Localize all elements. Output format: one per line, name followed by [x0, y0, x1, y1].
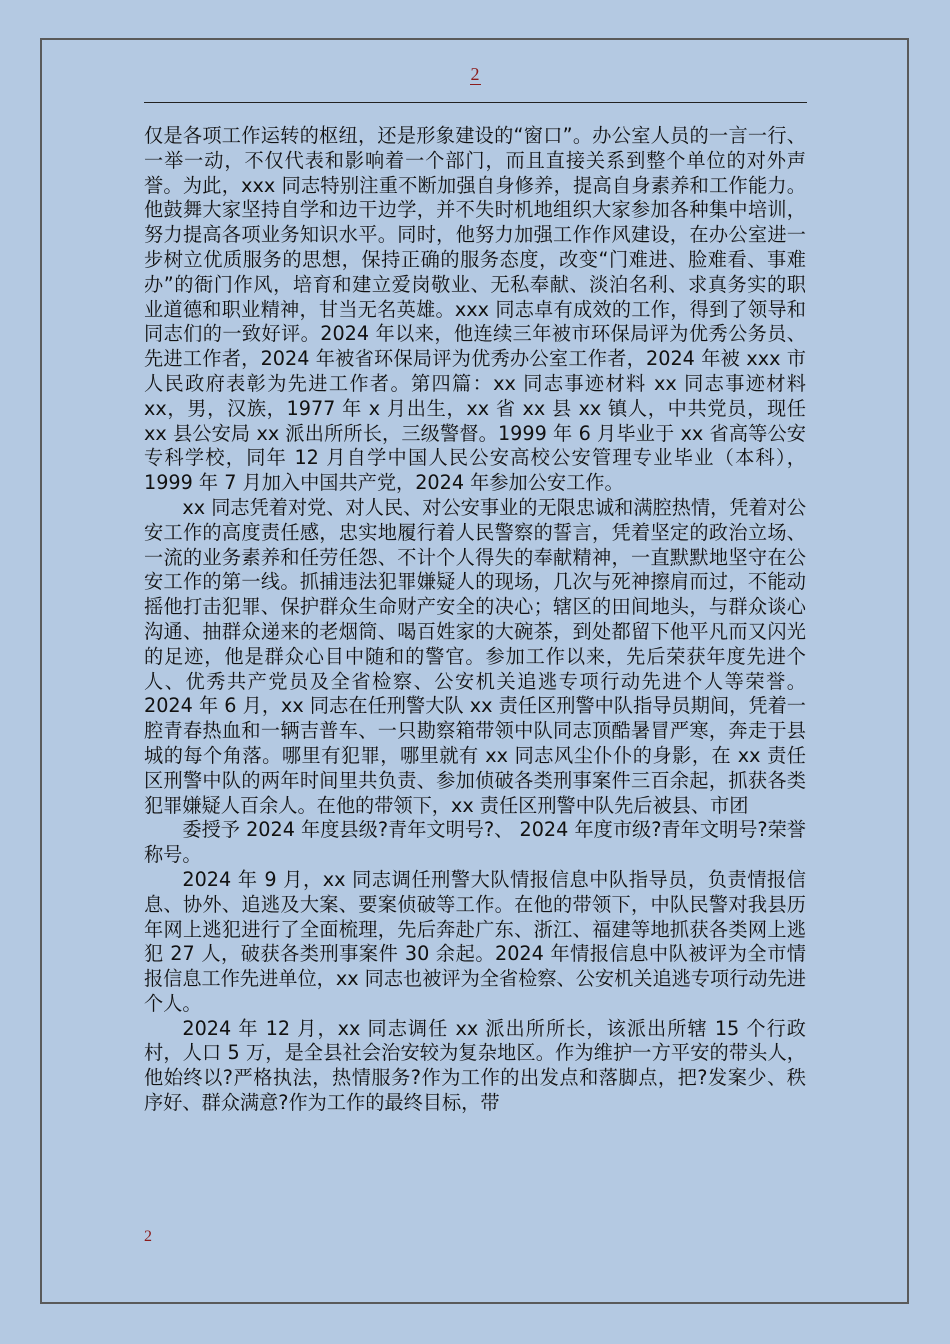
document-body [144, 124, 806, 1116]
header-page-number [0, 64, 950, 85]
paragraph-4: 2024 年 9 月，xx 同志调任刑警大队情报信息中队指导员，负责情报信息、协外、追逃及大案、要案侦破等工作。在他的带领下，中队民警对我县历年网上逃犯进行了全面梳理，先后奔赴广东、浙江、福建等地抓获各类网上逃犯 27 人，破获各类刑事案件 30 余起。2024 年情报信息中队被评为全市情报信息工作先进单位，xx 同志也被评为全省检察、公安机关追逃专项行动先进个人。 [144, 867, 806, 1015]
paragraph-1: 仅是各项工作运转的枢纽，还是形象建设的“窗口”。办公室人员的一言一行、一举一动，不仅代表和影响着一个部门，而且直接关系到整个单位的对外声誉。为此，xxx 同志特别注重不断加强自身修养，提高自身素养和工作能力。他鼓舞大家坚持自学和边干边学，并不失时机地组织大家参加各种集中培训，努力提高各项业务知识水平。同时，他努力加强工作作风建设，在办公室进一步树立优质服务的思想，保持正确的服务态度，改变“门难进、脸难看、事难办”的衙门作风，培育和建立爱岗敬业、无私奉献、淡泊名利、求真务实的职业道德和职业精神，甘当无名英雄。xxx 同志卓有成效的工作，得到了领导和同志们的一致好评。2024 年以来，他连续三年被市环保局评为优秀公务员、先进工作者，2024 年被省环保局评为优秀办公室工作者，2024 年被 xxx 市人民政府表彰为先进工作者。第四篇：xx 同志事迹材料 xx 同志事迹材料 xx，男，汉族，1977 年 x 月出生，xx 省 xx 县 xx 镇人，中共党员，现任 xx 县公安局 xx 派出所所长，三级警督。1999 年 6 月毕业于 xx 省高等公安专科学校，同年 12 月自学中国人民公安高校公安管理专业毕业（本科），1999 年 7 月加入中国共产党，2024 年参加公安工作。 [144, 124, 806, 495]
paragraph-2: xx 同志凭着对党、对人民、对公安事业的无限忠诚和满腔热情，凭着对公安工作的高度责任感，忠实地履行着人民警察的誓言，凭着坚定的政治立场、一流的业务素养和任劳任怨、不计个人得失的奉献精神，一直默默地坚守在公安工作的第一线。抓捕违法犯罪嫌疑人的现场，几次与死神擦肩而过，不能动摇他打击犯罪、保护群众生命财产安全的决心；辖区的田间地头，与群众谈心沟通、抽群众递来的老烟筒、喝百姓家的大碗茶，到处都留下他平凡而又闪光的足迹，他是群众心目中随和的警官。参加工作以来，先后荣获年度先进个人、优秀共产党员及全省检察、公安机关追逃专项行动先进个人等荣誉。2024 年 6 月，xx 同志在任刑警大队 xx 责任区刑警中队指导员期间，凭着一腔青春热血和一辆吉普车、一只勘察箱带领中队同志顶酷暑冒严寒，奔走于县城的每个角落。哪里有犯罪，哪里就有 xx 同志风尘仆仆的身影，在 xx 责任区刑警中队的两年时间里共负责、参加侦破各类刑事案件三百余起，抓获各类犯罪嫌疑人百余人。在他的带领下，xx 责任区刑警中队先后被县、市团 [144, 495, 807, 817]
footer-page-number: 2 [144, 1228, 152, 1245]
paragraph-5: 2024 年 12 月，xx 同志调任 xx 派出所所长，该派出所辖 15 个行政村，人口 5 万，是全县社会治安较为复杂地区。作为维护一方平安的带头人，他始终以?严格执法，热情服务?作为工作的出发点和落脚点，把?发案少、秩序好、群众满意?作为工作的最终目标，带 [144, 1016, 806, 1115]
header-page-number-text: 2 [470, 64, 480, 84]
header-rule [144, 102, 807, 103]
paragraph-3: 委授予 2024 年度县级?青年文明号?、 2024 年度市级?青年文明号?荣誉称号。 [144, 818, 806, 867]
